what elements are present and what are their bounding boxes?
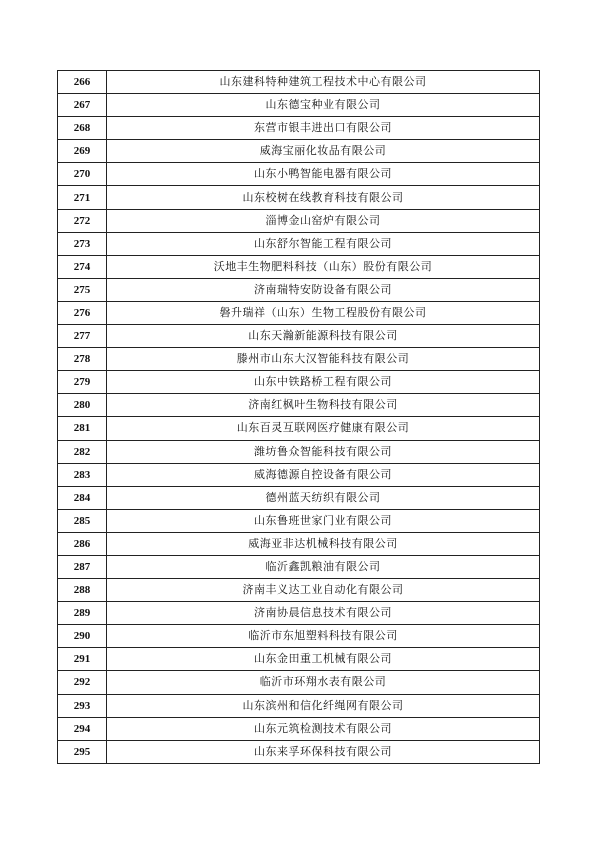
row-number: 266 [58,71,107,94]
table-row [58,509,540,532]
company-name: 磐升瑞祥（山东）生物工程股份有限公司 [107,301,540,324]
table-row [58,140,540,163]
company-name: 济南瑞特安防设备有限公司 [107,278,540,301]
table-row [58,579,540,602]
table-row [58,417,540,440]
company-name: 山东天瀚新能源科技有限公司 [107,325,540,348]
row-number: 288 [58,579,107,602]
company-name: 临沂市东旭塑料科技有限公司 [107,625,540,648]
row-number: 285 [58,509,107,532]
company-list-table [57,70,540,764]
table-row [58,717,540,740]
row-number: 279 [58,371,107,394]
row-number: 290 [58,625,107,648]
table-row [58,555,540,578]
table-row [58,94,540,117]
table-row [58,209,540,232]
table-row [58,602,540,625]
row-number: 278 [58,348,107,371]
table-row [58,232,540,255]
company-name: 山东建科特种建筑工程技术中心有限公司 [107,71,540,94]
row-number: 273 [58,232,107,255]
row-number: 287 [58,555,107,578]
company-name: 山东小鸭智能电器有限公司 [107,163,540,186]
row-number: 295 [58,740,107,763]
table-row [58,625,540,648]
company-name: 淄博金山窑炉有限公司 [107,209,540,232]
company-name: 济南丰义达工业自动化有限公司 [107,579,540,602]
company-name: 山东滨州和信化纤绳网有限公司 [107,694,540,717]
table-row [58,440,540,463]
row-number: 269 [58,140,107,163]
company-name: 沃地丰生物肥料科技（山东）股份有限公司 [107,255,540,278]
row-number: 271 [58,186,107,209]
row-number: 275 [58,278,107,301]
table-row [58,278,540,301]
company-name: 山东中铁路桥工程有限公司 [107,371,540,394]
company-name: 临沂鑫凯粮油有限公司 [107,555,540,578]
company-list-body [58,71,540,764]
row-number: 268 [58,117,107,140]
row-number: 282 [58,440,107,463]
table-row [58,71,540,94]
row-number: 294 [58,717,107,740]
row-number: 293 [58,694,107,717]
row-number: 270 [58,163,107,186]
table-row [58,486,540,509]
company-name: 东营市银丰进出口有限公司 [107,117,540,140]
row-number: 289 [58,602,107,625]
table-row [58,348,540,371]
table-row [58,532,540,555]
company-name: 临沂市环翔水表有限公司 [107,671,540,694]
row-number: 291 [58,648,107,671]
row-number: 272 [58,209,107,232]
table-row [58,671,540,694]
company-name: 山东德宝种业有限公司 [107,94,540,117]
row-number: 276 [58,301,107,324]
row-number: 274 [58,255,107,278]
table-row [58,740,540,763]
company-name: 威海亚非达机械科技有限公司 [107,532,540,555]
company-name: 德州蓝天纺织有限公司 [107,486,540,509]
row-number: 281 [58,417,107,440]
company-name: 济南协晨信息技术有限公司 [107,602,540,625]
company-name: 济南红枫叶生物科技有限公司 [107,394,540,417]
row-number: 292 [58,671,107,694]
table-row [58,163,540,186]
row-number: 280 [58,394,107,417]
company-name: 山东鲁班世家门业有限公司 [107,509,540,532]
company-name: 山东金田重工机械有限公司 [107,648,540,671]
table-row [58,255,540,278]
table-row [58,371,540,394]
company-name: 潍坊鲁众智能科技有限公司 [107,440,540,463]
company-name: 滕州市山东大汉智能科技有限公司 [107,348,540,371]
table-row [58,325,540,348]
row-number: 267 [58,94,107,117]
company-name: 山东校树在线教育科技有限公司 [107,186,540,209]
table-row [58,117,540,140]
row-number: 277 [58,325,107,348]
table-row [58,463,540,486]
table-row [58,394,540,417]
table-row [58,648,540,671]
table-row [58,694,540,717]
company-name: 威海德源自控设备有限公司 [107,463,540,486]
table-row [58,301,540,324]
row-number: 284 [58,486,107,509]
row-number: 283 [58,463,107,486]
company-name: 威海宝丽化妆品有限公司 [107,140,540,163]
company-name: 山东来孚环保科技有限公司 [107,740,540,763]
company-name: 山东舒尔智能工程有限公司 [107,232,540,255]
company-name: 山东百灵互联网医疗健康有限公司 [107,417,540,440]
row-number: 286 [58,532,107,555]
table-row [58,186,540,209]
company-name: 山东元筑检测技术有限公司 [107,717,540,740]
